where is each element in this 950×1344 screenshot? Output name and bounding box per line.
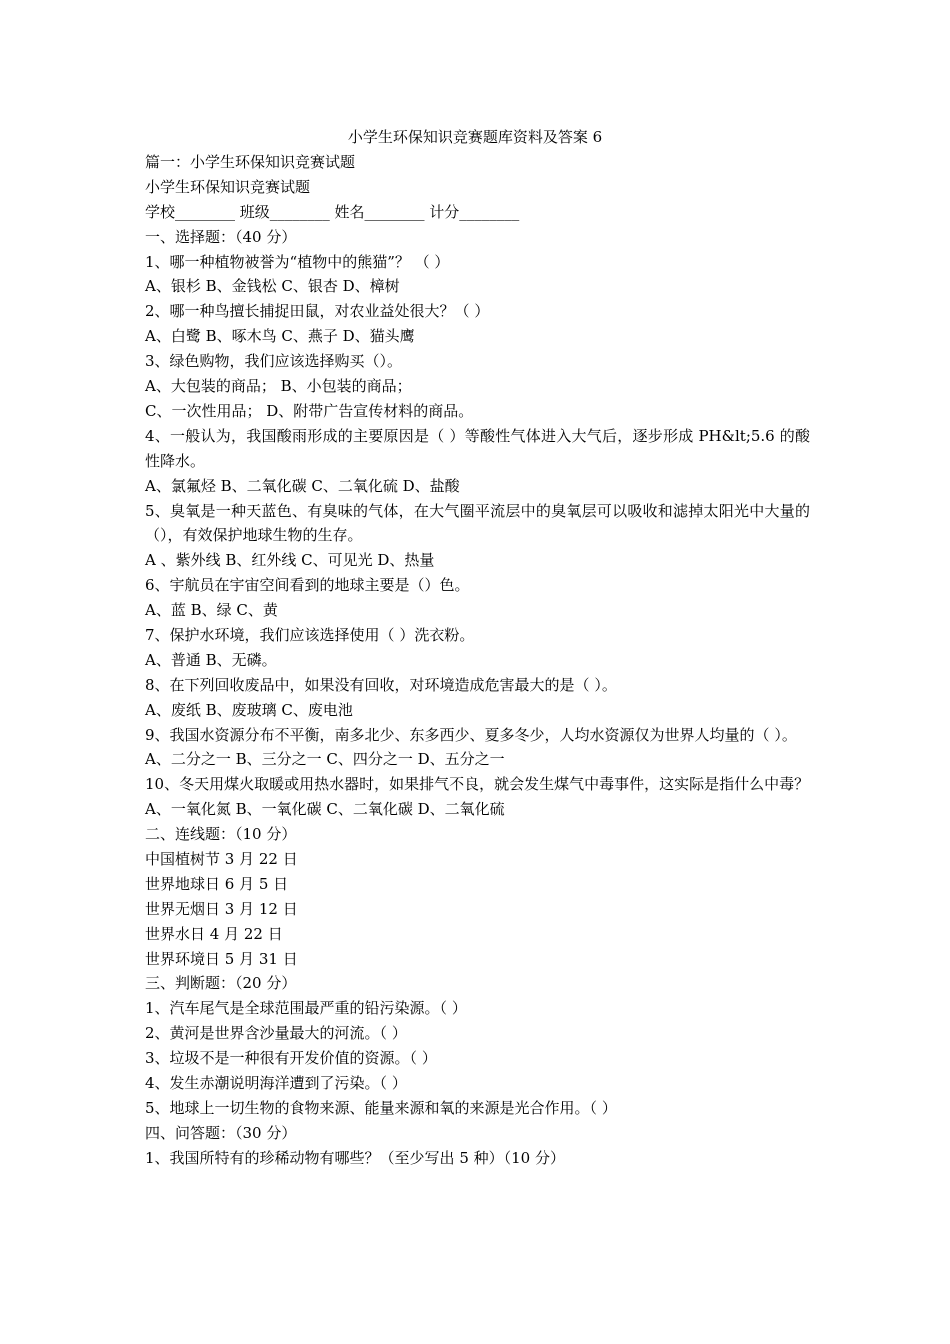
question: 9、我国水资源分布不平衡，南多北少、东多西少、夏多冬少，人均水资源仅为世界人均量的（ ）。 xyxy=(145,725,797,744)
question: 8、在下列回收废品中，如果没有回收，对环境造成危害最大的是（ ）。 xyxy=(145,675,617,694)
answer-options: A、大包装的商品； B、小包装的商品； xyxy=(145,377,412,396)
matching-item: 世界水日 4 月 22 日 xyxy=(145,924,283,943)
true-false-item: 5、地球上一切生物的食物来源、能量来源和氧的来源是光合作用。（ ） xyxy=(145,1098,617,1117)
answer-options: A、二分之一 B、三分之一 C、四分之一 D、五分之一 xyxy=(145,750,505,769)
matching-item: 中国植树节 3 月 22 日 xyxy=(145,850,298,869)
true-false-item: 4、发生赤潮说明海洋遭到了污染。（ ） xyxy=(145,1074,407,1093)
section-heading: 四、问答题：（30 分） xyxy=(145,1123,297,1142)
true-false-item: 1、汽车尾气是全球范围最严重的铅污染源。（ ） xyxy=(145,999,467,1018)
section-heading: 二、连线题：（10 分） xyxy=(145,825,297,844)
question: 1、我国所特有的珍稀动物有哪些？（至少写出 5 种）（10 分） xyxy=(145,1148,565,1167)
section-heading: 一、选择题：（40 分） xyxy=(145,227,297,246)
answer-options: A、普通 B、无磷。 xyxy=(145,650,277,669)
answer-options: A、氯氟烃 B、二氧化碳 C、二氧化硫 D、盐酸 xyxy=(145,476,460,495)
answer-options: A、一氧化氮 B、一氧化碳 C、二氧化碳 D、二氧化硫 xyxy=(145,800,505,819)
question: 4、一般认为，我国酸雨形成的主要原因是（ ）等酸性气体进入大气后，逐步形成 PH&lt;5.6 的酸性降水。 xyxy=(145,426,810,470)
answer-options: A 、紫外线 B、红外线 C、可见光 D、热量 xyxy=(145,551,435,570)
answer-options: A、蓝 B、绿 C、黄 xyxy=(145,601,278,620)
question: 1、哪一种植物被誉为“植物中的熊猫”？ （ ） xyxy=(145,252,450,271)
answer-options: A、废纸 B、废玻璃 C、废电池 xyxy=(145,700,353,719)
document-body xyxy=(145,150,810,1171)
document-title: 小学生环保知识竞赛题库资料及答案 6 xyxy=(347,128,603,146)
true-false-item: 3、垃圾不是一种很有开发价值的资源。（ ） xyxy=(145,1049,437,1068)
matching-item: 世界无烟日 3 月 12 日 xyxy=(145,899,298,918)
question: 6、宇航员在宇宙空间看到的地球主要是（）色。 xyxy=(145,576,470,595)
answer-options: C、一次性用品； D、附带广告宣传材料的商品。 xyxy=(145,401,474,420)
text-line: 学校________ 班级________ 姓名________ 计分________ xyxy=(145,202,520,221)
matching-item: 世界地球日 6 月 5 日 xyxy=(145,874,289,893)
matching-item: 世界环境日 5 月 31 日 xyxy=(145,949,298,968)
section-heading: 三、判断题：（20 分） xyxy=(145,974,297,993)
answer-options: A、白鹭 B、啄木鸟 C、燕子 D、猫头鹰 xyxy=(145,327,415,346)
question: 5、臭氧是一种天蓝色、有臭味的气体，在大气圈平流层中的臭氧层可以吸收和滤掉太阳光中大量的（），有效保护地球生物的生存。 xyxy=(145,501,810,545)
text-line: 篇一：小学生环保知识竞赛试题 xyxy=(145,153,356,171)
question: 10、冬天用煤火取暖或用热水器时，如果排气不良，就会发生煤气中毒事件，这实际是指什么中毒？ xyxy=(145,775,810,794)
true-false-item: 2、黄河是世界含沙量最大的河流。（ ） xyxy=(145,1024,407,1043)
question: 7、保护水环境，我们应该选择使用（ ）洗衣粉。 xyxy=(145,625,475,644)
question: 2、哪一种鸟擅长捕捉田鼠，对农业益处很大？（ ） xyxy=(145,302,490,321)
answer-options: A、银杉 B、金钱松 C、银杏 D、樟树 xyxy=(145,277,400,296)
question: 3、绿色购物，我们应该选择购买（）。 xyxy=(145,352,403,371)
text-line: 小学生环保知识竞赛试题 xyxy=(145,177,311,196)
